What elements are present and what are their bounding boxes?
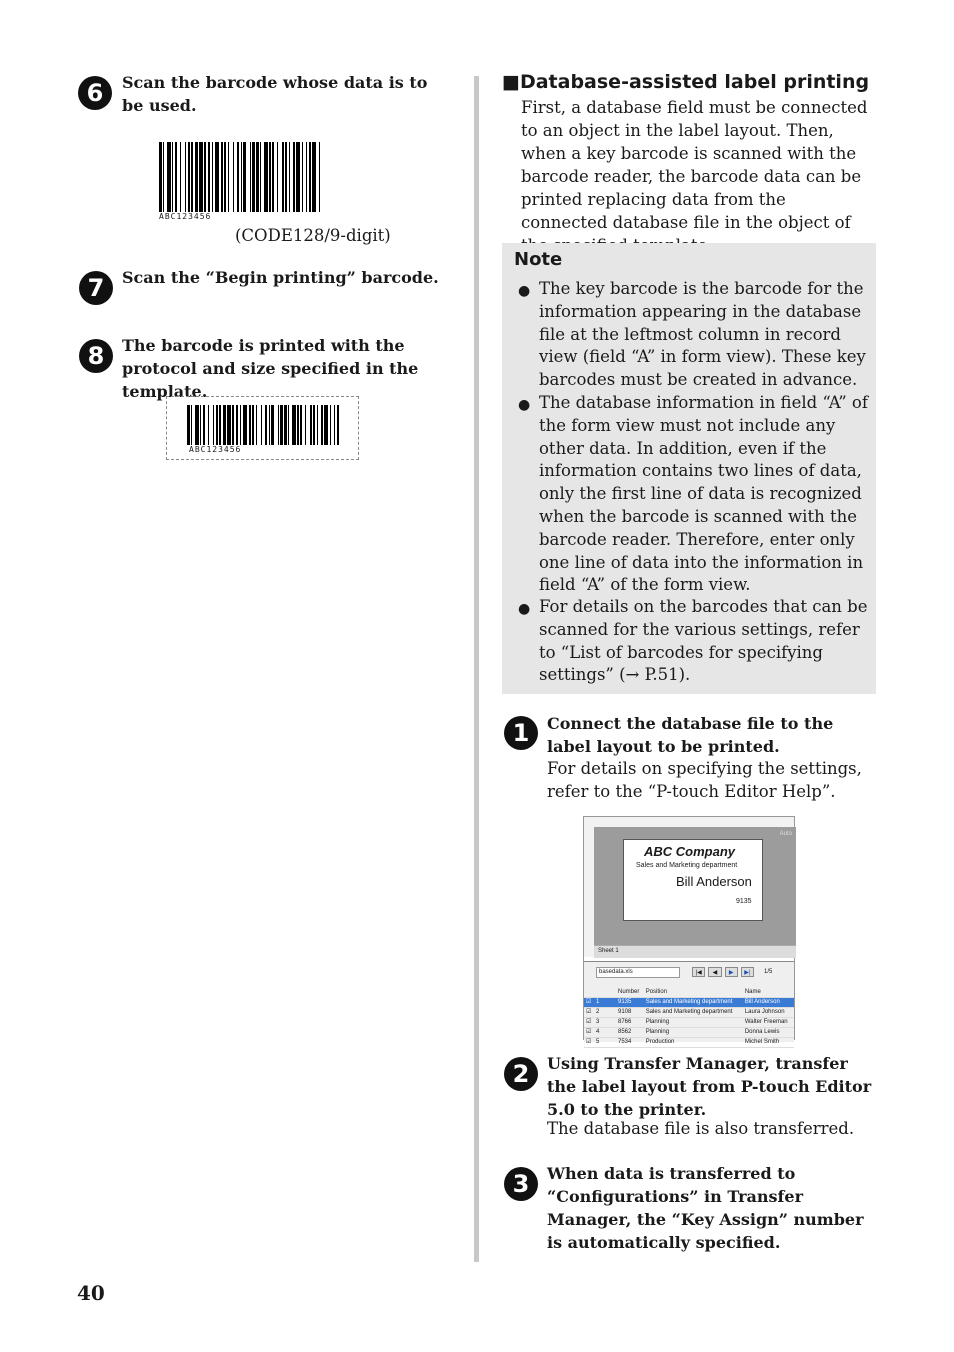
database-table [584,988,794,1048]
row-checkbox[interactable]: ☑ [584,1028,594,1038]
prev-record-icon[interactable]: ◀ [708,967,721,977]
record-nav-buttons [692,967,754,977]
step-1-body: For details on specifying the settings, refer to the “P-touch Editor Help”. [547,759,862,801]
row-number: 9135 [616,998,644,1008]
column-divider [474,76,479,1262]
row-number: 8766 [616,1018,644,1028]
label-preview [623,839,763,921]
sheet-tab-bar [594,945,796,958]
row-checkbox[interactable]: ☑ [584,998,594,1008]
bullet-icon: ● [518,397,531,413]
note-bullet-2: The database information in field “A” of the form view must not include any other data. In addition, even if the information contains two lines of data, only the first line of data is recognized when the barcode is scanned with the barcode reader. Therefore, enter only one line of data into the information in field “A” of the form view. [539,393,868,595]
row-checkbox[interactable]: ☑ [584,1008,594,1018]
header-name: Name [743,988,794,998]
note-bullet-1: The key barcode is the barcode for the information appearing in the database file at the leftmost column in record view (field “A” in form view). These key barcodes must be created in advance. [539,279,866,390]
table-row[interactable] [584,1008,794,1018]
page-number: 40 [77,1281,105,1305]
row-position: Planning [644,1018,743,1028]
auto-label: Auto [779,831,792,837]
row-name: Walter Freeman [743,1018,794,1028]
row-position: Planning [644,1028,743,1038]
row-index: 3 [594,1018,616,1028]
step-6-number: 6 [78,76,112,110]
step-2-body: The database file is also transferred. [547,1119,855,1138]
header-index [594,988,616,998]
row-position: Sales and Marketing department [644,998,743,1008]
table-row[interactable] [584,1038,794,1048]
intro-text: First, a database field must be connected to an object in the label layout. Then, when a key barcode is scanned with the barcode reader, the barcode data can be printed replacing data from the connected database file in the object of [521,98,868,232]
step-6-title: Scan the barcode whose data is to be used. [122,73,428,115]
row-position: Production [644,1038,743,1048]
row-name: Bill Anderson [743,998,794,1008]
note-box [502,243,876,694]
table-header [584,988,794,998]
row-index: 5 [594,1038,616,1048]
step-7-title: Scan the “Begin printing” barcode. [122,268,439,287]
first-record-icon[interactable]: |◀ [692,967,705,977]
row-name: Donna Lewis [743,1028,794,1038]
step-3-title: When data is transferred to “Configurations” in Transfer Manager, the “Key Assign” number is automatically specified. [547,1164,864,1252]
label-dept: Sales and Marketing department [636,862,738,869]
step-1-number: 1 [504,716,538,750]
table-row[interactable] [584,1018,794,1028]
label-number: 9135 [736,898,752,905]
row-index: 4 [594,1028,616,1038]
step-8-title: The barcode is printed with the protocol and size specified in the template. [122,336,419,401]
row-name: Laura Johnson [743,1008,794,1018]
bullet-icon: ● [518,601,531,617]
label-person: Bill Anderson [676,874,752,889]
note-title: Note [514,249,563,270]
row-number: 9108 [616,1008,644,1018]
sheet-tab[interactable]: Sheet 1 [598,948,619,954]
step-8-number: 8 [79,339,113,373]
row-number: 7534 [616,1038,644,1048]
row-position: Sales and Marketing department [644,1008,743,1018]
row-name: Michel Smith [743,1038,794,1048]
table-row[interactable] [584,998,794,1008]
database-pane [584,961,794,1045]
row-number: 8562 [616,1028,644,1038]
barcode-image-2 [187,405,339,445]
label-company: ABC Company [644,844,736,859]
section-heading: ■Database-assisted label printing [502,71,870,93]
header-position: Position [644,988,743,998]
step-7-number: 7 [79,271,113,305]
barcode-image-1 [159,142,321,212]
last-record-icon[interactable]: ▶| [741,967,754,977]
table-row[interactable] [584,1028,794,1038]
row-checkbox[interactable]: ☑ [584,1038,594,1048]
step-3-number: 3 [504,1167,538,1201]
step-2-number: 2 [504,1057,538,1091]
editor-screenshot [583,816,795,1045]
header-number: Number [616,988,644,998]
row-checkbox[interactable]: ☑ [584,1018,594,1028]
barcode-1-text: ABC123456 [159,212,212,221]
printed-label-frame [166,396,359,460]
bullet-icon: ● [518,283,531,299]
header-check [584,988,594,998]
record-page: 1/5 [764,969,773,975]
row-index: 2 [594,1008,616,1018]
barcode-2-text: ABC123456 [189,445,242,454]
step-2-title: Using Transfer Manager, transfer the label layout from P-touch Editor 5.0 to the printer. [547,1054,872,1119]
step-1-title: Connect the database file to the label layout to be printed. [547,714,834,756]
layout-canvas [594,827,796,947]
next-record-icon[interactable]: ▶ [725,967,738,977]
row-index: 1 [594,998,616,1008]
database-file-field[interactable]: basedata.xls [596,967,680,978]
note-bullet-3: For details on the barcodes that can be scanned for the various settings, refer to “List of barcodes for specifying settings” (→ P.51). [539,597,868,685]
barcode-caption: (CODE128/9-digit) [235,226,391,245]
